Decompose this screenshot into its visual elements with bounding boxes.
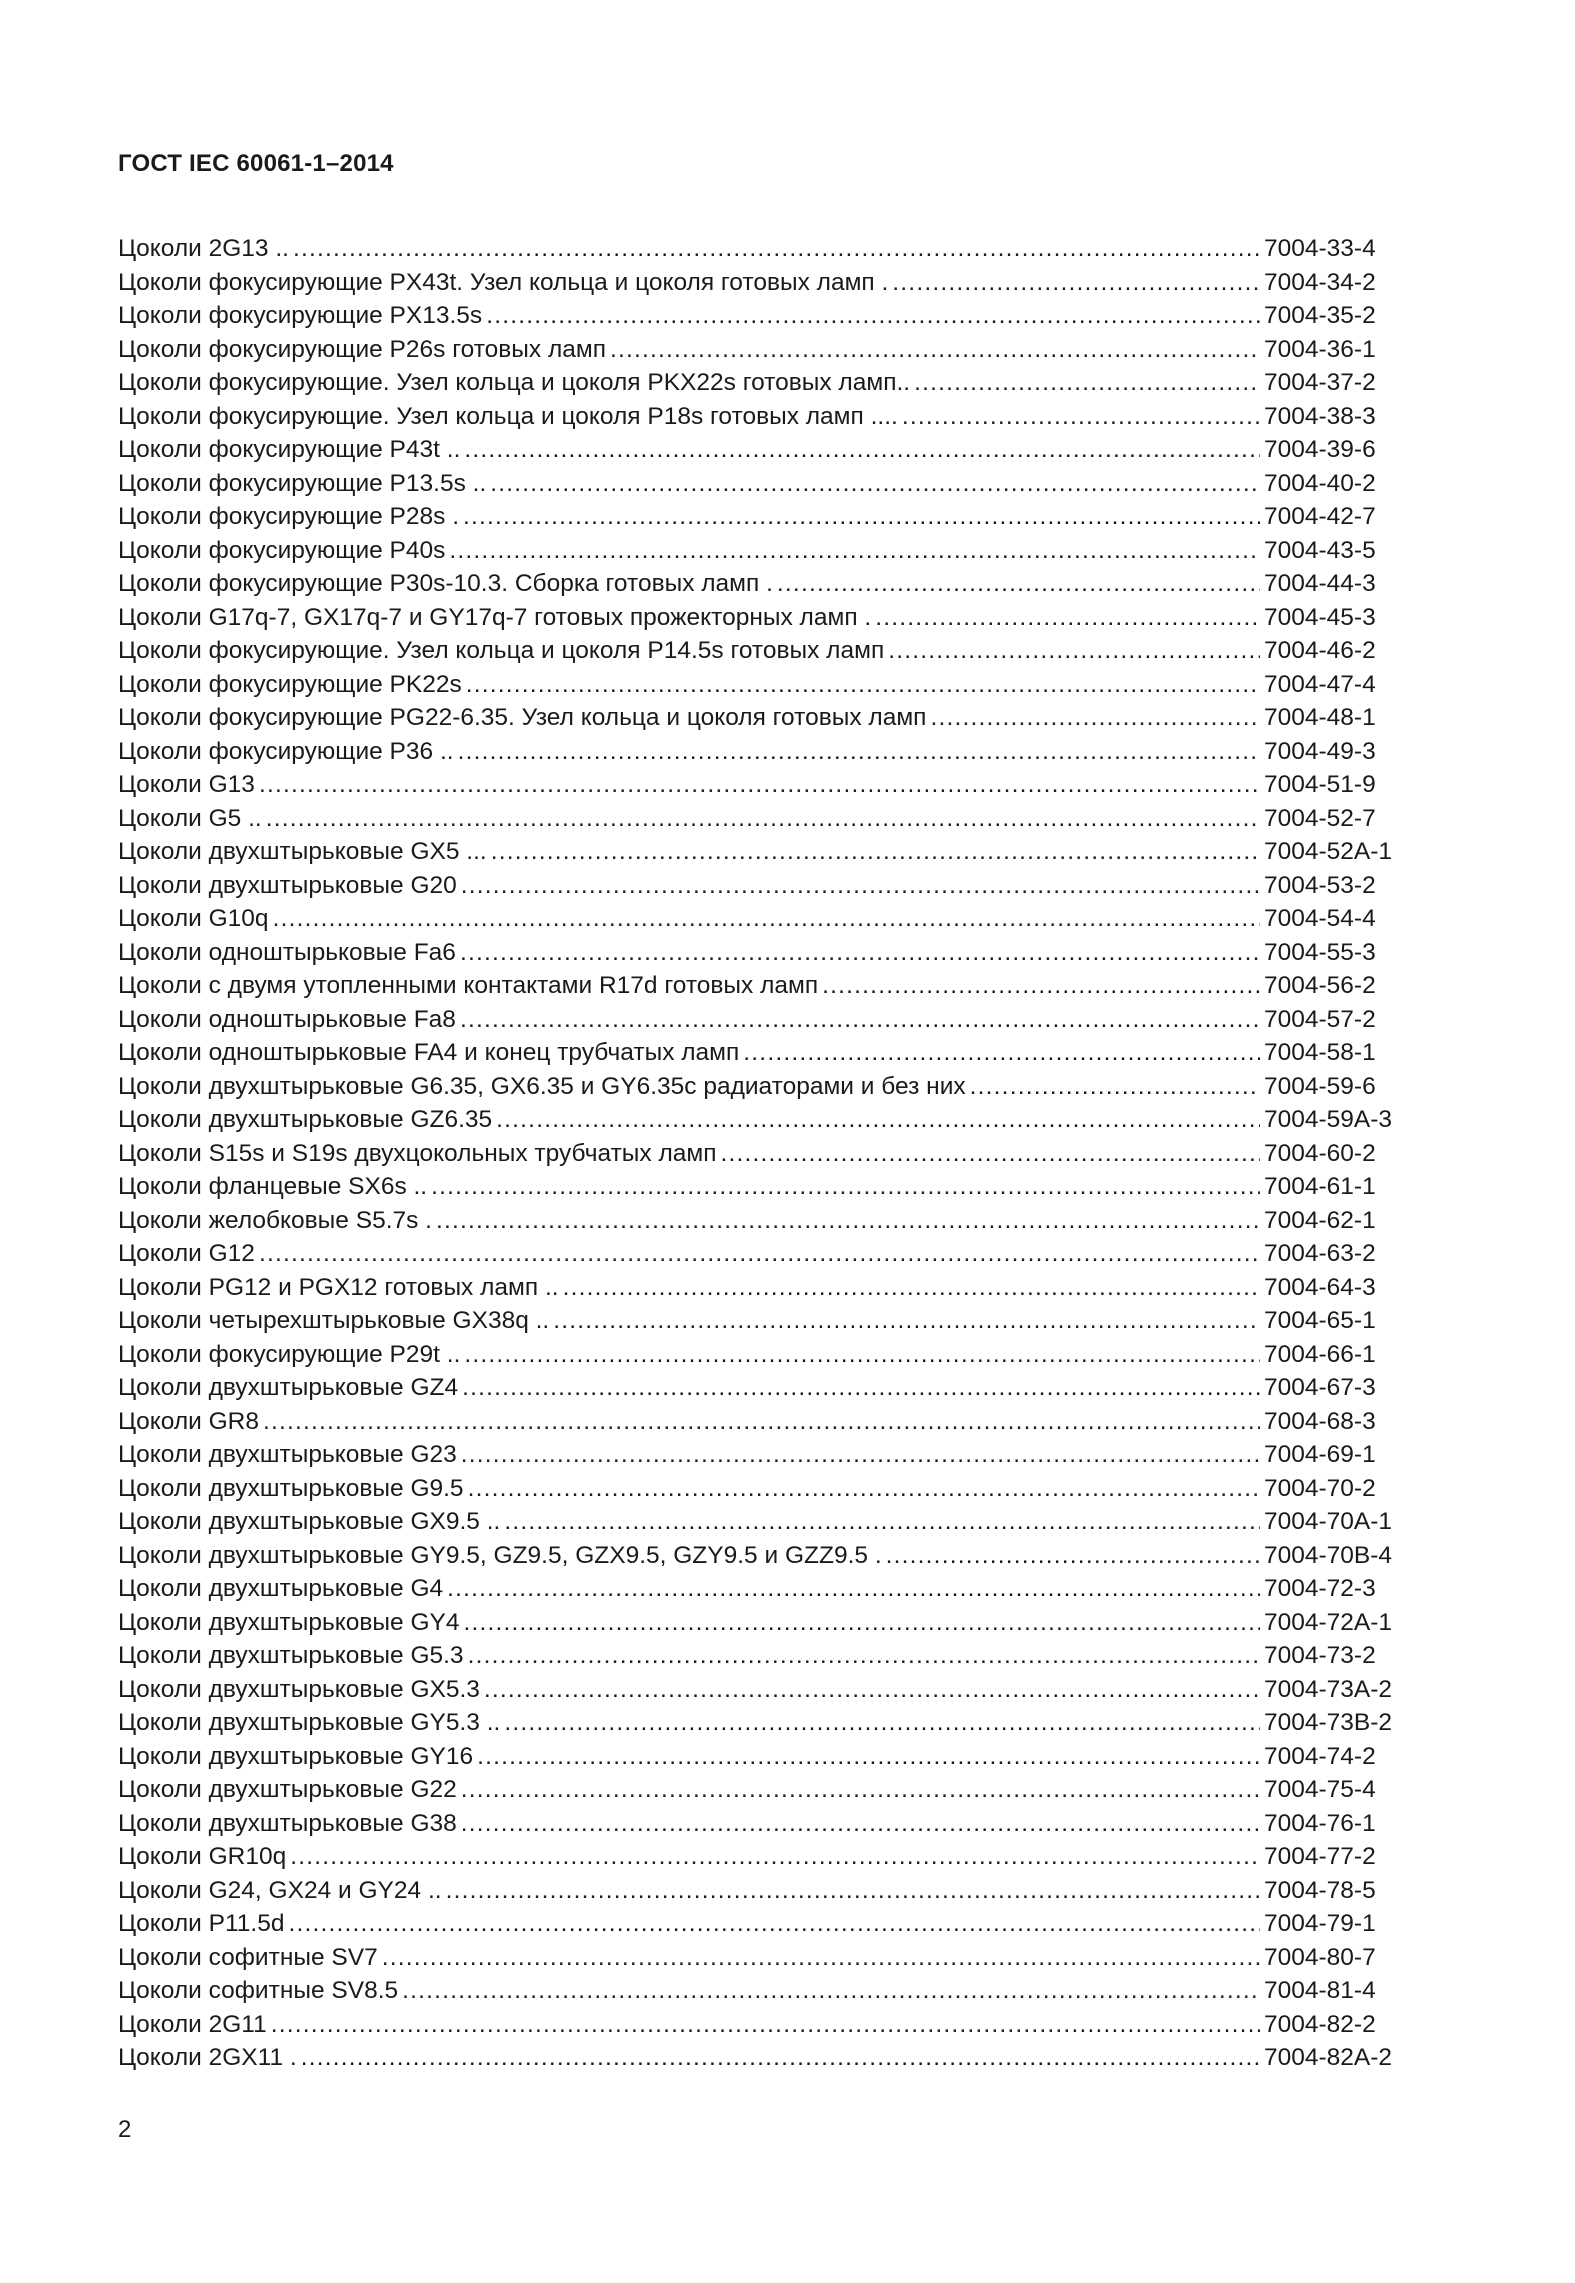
toc-entry-left [118, 1070, 1260, 1104]
toc-entry-title: Цоколи двухштырьковые G4 [118, 1575, 444, 1602]
toc-entry-left [118, 1706, 1260, 1740]
toc-entry-title: Цоколи S15s и S19s двухцокольных трубчатых ламп [118, 1139, 717, 1167]
toc-leader-dots [914, 366, 1260, 400]
toc-entry-left [118, 634, 1260, 668]
toc-entry [118, 701, 1418, 735]
toc-entry-code: 7004-70B-4 [1264, 1541, 1393, 1569]
page-number: 2 [118, 2116, 132, 2143]
toc-entry-code: 7004-73A-2 [1264, 1675, 1393, 1703]
toc-leader-dots [563, 1271, 1260, 1305]
toc-entry-code: 7004-51-9 [1264, 771, 1376, 798]
toc-entry-code: 7004-78-5 [1264, 1876, 1376, 1904]
toc-entry [118, 1103, 1418, 1137]
toc-entry-left [118, 1840, 1260, 1874]
toc-entry-left [118, 902, 1260, 936]
toc-entry [118, 1572, 1418, 1606]
toc-entry-code: 7004-56-2 [1264, 972, 1376, 999]
toc-leader-dots [449, 534, 1260, 568]
toc-entry-title: Цоколи GR8 [118, 1407, 259, 1435]
toc-entry-title: Цоколи P11.5d [118, 1910, 285, 1937]
toc-entry-title: Цоколи фокусирующие PK22s [118, 670, 462, 698]
toc-entry-left [118, 333, 1260, 367]
toc-entry-left [118, 1639, 1260, 1673]
toc-entry-code: 7004-74-2 [1264, 1742, 1376, 1770]
table-of-contents [118, 232, 1418, 2075]
toc-entry-left [118, 2008, 1260, 2042]
toc-entry-left [118, 1338, 1260, 1372]
toc-entry-title: Цоколи G17q-7, GX17q-7 и GY17q-7 готовых прожекторных ламп . [118, 603, 872, 631]
toc-entry [118, 232, 1418, 266]
toc-leader-dots [462, 1371, 1260, 1405]
toc-entry [118, 1204, 1418, 1238]
toc-entry-left [118, 366, 1260, 400]
toc-leader-dots [460, 936, 1260, 970]
toc-entry-title: Цоколи фланцевые SX6s .. [118, 1173, 428, 1200]
toc-entry [118, 266, 1418, 300]
toc-leader-dots [446, 1874, 1260, 1908]
toc-leader-dots [886, 1539, 1260, 1573]
toc-leader-dots [463, 1606, 1260, 1640]
toc-entry [118, 835, 1418, 869]
toc-entry [118, 1941, 1418, 1975]
toc-entry-code: 7004-59-6 [1264, 1072, 1376, 1100]
toc-entry-code: 7004-80-7 [1264, 1943, 1376, 1971]
toc-entry-code: 7004-73-2 [1264, 1642, 1376, 1669]
toc-entry-code: 7004-43-5 [1264, 536, 1376, 564]
toc-entry-code: 7004-38-3 [1264, 402, 1376, 430]
toc-entry-title: Цоколи фокусирующие P40s [118, 536, 446, 564]
toc-entry-code: 7004-76-1 [1264, 1809, 1376, 1837]
toc-entry-left [118, 1405, 1260, 1439]
toc-entry-title: Цоколи G13 [118, 771, 255, 798]
toc-leader-dots [486, 299, 1260, 333]
toc-entry-title: Цоколи софитные SV7 [118, 1943, 378, 1971]
toc-entry-left [118, 1907, 1260, 1941]
toc-entry [118, 1371, 1418, 1405]
toc-entry-left [118, 1103, 1260, 1137]
toc-entry-left [118, 1941, 1260, 1975]
toc-entry [118, 936, 1418, 970]
toc-leader-dots [610, 333, 1260, 367]
toc-entry [118, 1137, 1418, 1171]
toc-entry-code: 7004-55-3 [1264, 938, 1376, 966]
toc-entry [118, 400, 1418, 434]
toc-entry [118, 2008, 1418, 2042]
toc-entry [118, 1840, 1418, 1874]
toc-leader-dots [491, 835, 1260, 869]
toc-entry-title: Цоколи 2GX11 . [118, 2044, 297, 2071]
toc-entry-left [118, 1304, 1260, 1338]
toc-entry-code: 7004-75-4 [1264, 1776, 1376, 1803]
toc-entry-code: 7004-63-2 [1264, 1240, 1376, 1267]
toc-entry [118, 1271, 1418, 1305]
toc-entry-title: Цоколи GR10q [118, 1843, 287, 1870]
toc-entry-title: Цоколи одноштырьковые FA4 и конец трубчатых ламп [118, 1039, 740, 1066]
toc-entry [118, 1807, 1418, 1841]
toc-entry-left [118, 266, 1260, 300]
toc-entry [118, 1405, 1418, 1439]
toc-entry-title: Цоколи двухштырьковые G38 [118, 1809, 457, 1837]
toc-entry-code: 7004-59A-3 [1264, 1106, 1393, 1133]
toc-entry-title: Цоколи желобковые S5.7s . [118, 1206, 432, 1234]
toc-leader-dots [382, 1941, 1260, 1975]
toc-leader-dots [464, 433, 1260, 467]
toc-entry-left [118, 2041, 1260, 2075]
toc-entry-code: 7004-72-3 [1264, 1575, 1376, 1602]
toc-entry-left [118, 1606, 1260, 1640]
toc-leader-dots [271, 2008, 1260, 2042]
toc-entry-code: 7004-82-2 [1264, 2010, 1376, 2038]
toc-entry-code: 7004-79-1 [1264, 1910, 1376, 1937]
toc-entry [118, 1338, 1418, 1372]
toc-entry-title: Цоколи G10q [118, 905, 269, 932]
toc-entry-code: 7004-77-2 [1264, 1843, 1376, 1870]
toc-leader-dots [468, 1639, 1260, 1673]
toc-leader-dots [743, 1036, 1260, 1070]
toc-entry [118, 1237, 1418, 1271]
toc-entry-left [118, 601, 1260, 635]
toc-entry [118, 969, 1418, 1003]
toc-entry-code: 7004-61-1 [1264, 1173, 1376, 1200]
toc-entry-left [118, 1003, 1260, 1037]
toc-leader-dots [293, 232, 1260, 266]
toc-entry-code: 7004-34-2 [1264, 268, 1376, 296]
toc-entry-title: Цоколи фокусирующие P29t .. [118, 1340, 461, 1368]
toc-entry [118, 2041, 1418, 2075]
toc-leader-dots [970, 1070, 1260, 1104]
toc-entry-title: Цоколи фокусирующие P28s . [118, 503, 460, 530]
toc-entry-left [118, 1137, 1260, 1171]
toc-entry-left [118, 668, 1260, 702]
toc-entry [118, 802, 1418, 836]
toc-entry [118, 1974, 1418, 2008]
toc-entry-title: Цоколи PG12 и PGX12 готовых ламп .. [118, 1273, 559, 1301]
toc-entry-left [118, 735, 1260, 769]
toc-entry-title: Цоколи двухштырьковые G6.35, GX6.35 и GY6.35c радиаторами и без них [118, 1072, 966, 1100]
toc-entry-code: 7004-67-3 [1264, 1374, 1376, 1401]
toc-leader-dots [460, 1003, 1260, 1037]
toc-entry-left [118, 433, 1260, 467]
toc-entry-title: Цоколи двухштырьковые GY16 [118, 1742, 474, 1770]
toc-entry [118, 1070, 1418, 1104]
toc-leader-dots [259, 768, 1260, 802]
toc-entry-code: 7004-39-6 [1264, 436, 1376, 463]
toc-entry-title: Цоколи двухштырьковые G20 [118, 871, 457, 899]
toc-entry [118, 1438, 1418, 1472]
toc-entry-left [118, 400, 1260, 434]
toc-leader-dots [301, 2041, 1260, 2075]
toc-entry-left [118, 1170, 1260, 1204]
toc-entry-code: 7004-66-1 [1264, 1340, 1376, 1368]
toc-leader-dots [461, 1807, 1260, 1841]
toc-entry-left [118, 299, 1260, 333]
toc-leader-dots [468, 1472, 1260, 1506]
toc-entry-code: 7004-52A-1 [1264, 838, 1393, 865]
toc-entry-title: Цоколи двухштырьковые GY9.5, GZ9.5, GZX9.5, GZY9.5 и GZZ9.5 . [118, 1541, 882, 1569]
toc-entry-code: 7004-70-2 [1264, 1474, 1376, 1502]
toc-entry [118, 735, 1418, 769]
toc-entry-code: 7004-57-2 [1264, 1005, 1376, 1033]
toc-entry-code: 7004-49-3 [1264, 737, 1376, 765]
toc-entry-code: 7004-72A-1 [1264, 1608, 1393, 1636]
toc-leader-dots [461, 1438, 1260, 1472]
toc-entry [118, 1036, 1418, 1070]
toc-entry-code: 7004-58-1 [1264, 1039, 1376, 1066]
toc-entry [118, 1304, 1418, 1338]
toc-entry [118, 1606, 1418, 1640]
toc-entry-left [118, 869, 1260, 903]
toc-leader-dots [259, 1237, 1260, 1271]
toc-entry-title: Цоколи двухштырьковые GZ6.35 [118, 1106, 493, 1133]
toc-entry-title: Цоколи двухштырьковые G5.3 [118, 1642, 464, 1669]
toc-leader-dots [930, 701, 1260, 735]
toc-entry [118, 1907, 1418, 1941]
toc-entry-title: Цоколи фокусирующие PX13.5s [118, 302, 483, 329]
toc-entry-code: 7004-69-1 [1264, 1441, 1376, 1468]
toc-leader-dots [777, 567, 1260, 601]
toc-leader-dots [721, 1137, 1261, 1171]
toc-leader-dots [466, 668, 1260, 702]
toc-entry-left [118, 1237, 1260, 1271]
toc-entry [118, 902, 1418, 936]
toc-entry [118, 768, 1418, 802]
toc-entry [118, 1170, 1418, 1204]
toc-entry [118, 366, 1418, 400]
toc-entry-code: 7004-33-4 [1264, 235, 1376, 262]
toc-entry-left [118, 1539, 1260, 1573]
toc-leader-dots [553, 1304, 1260, 1338]
toc-entry-code: 7004-45-3 [1264, 603, 1376, 631]
toc-entry-title: Цоколи фокусирующие P36 .. [118, 737, 454, 765]
toc-entry-left [118, 1505, 1260, 1539]
toc-leader-dots [496, 1103, 1260, 1137]
toc-entry-code: 7004-46-2 [1264, 637, 1376, 664]
toc-entry-left [118, 1204, 1260, 1238]
toc-leader-dots [290, 1840, 1260, 1874]
toc-entry-code: 7004-64-3 [1264, 1273, 1376, 1301]
toc-leader-dots [888, 634, 1260, 668]
toc-entry-left [118, 969, 1260, 1003]
toc-entry [118, 500, 1418, 534]
toc-entry-title: Цоколи фокусирующие P13.5s .. [118, 469, 487, 497]
toc-entry-code: 7004-36-1 [1264, 335, 1376, 363]
toc-entry-left [118, 768, 1260, 802]
toc-entry [118, 467, 1418, 501]
toc-entry [118, 1673, 1418, 1707]
toc-leader-dots [484, 1673, 1260, 1707]
document-header: ГОСТ IEC 60061-1–2014 [118, 150, 394, 177]
toc-entry-code: 7004-53-2 [1264, 871, 1376, 899]
toc-entry-title: Цоколи двухштырьковые GX5 ... [118, 838, 487, 865]
toc-entry-code: 7004-60-2 [1264, 1139, 1376, 1167]
toc-entry-title: Цоколи одноштырьковые Fa6 [118, 938, 456, 966]
toc-entry-left [118, 1974, 1260, 2008]
toc-entry [118, 1639, 1418, 1673]
toc-entry [118, 567, 1418, 601]
toc-entry-code: 7004-37-2 [1264, 369, 1376, 396]
toc-entry-left [118, 1673, 1260, 1707]
toc-entry-code: 7004-70A-1 [1264, 1508, 1393, 1535]
toc-entry-left [118, 1807, 1260, 1841]
toc-entry-code: 7004-68-3 [1264, 1407, 1376, 1435]
toc-entry [118, 869, 1418, 903]
toc-entry-title: Цоколи G24, GX24 и GY24 .. [118, 1876, 442, 1904]
toc-entry-code: 7004-65-1 [1264, 1307, 1376, 1334]
toc-entry-title: Цоколи 2G13 .. [118, 235, 289, 262]
toc-leader-dots [822, 969, 1260, 1003]
toc-entry-title: Цоколи двухштырьковые GX9.5 .. [118, 1508, 501, 1535]
toc-entry [118, 601, 1418, 635]
toc-entry-code: 7004-48-1 [1264, 704, 1376, 731]
toc-leader-dots [447, 1572, 1260, 1606]
toc-entry-left [118, 1874, 1260, 1908]
toc-entry-title: Цоколи двухштырьковые G22 [118, 1776, 457, 1803]
toc-entry-title: Цоколи фокусирующие PX43t. Узел кольца и цоколя готовых ламп . [118, 268, 889, 296]
toc-entry-code: 7004-62-1 [1264, 1206, 1376, 1234]
toc-leader-dots [266, 802, 1260, 836]
toc-entry-code: 7004-44-3 [1264, 570, 1376, 597]
toc-entry-code: 7004-42-7 [1264, 503, 1376, 530]
toc-entry-code: 7004-81-4 [1264, 1977, 1376, 2004]
toc-leader-dots [263, 1405, 1260, 1439]
toc-entry-title: Цоколи софитные SV8.5 [118, 1977, 399, 2004]
toc-entry-left [118, 1773, 1260, 1807]
toc-entry-code: 7004-54-4 [1264, 905, 1376, 932]
toc-entry-title: Цоколи двухштырьковые GX5.3 [118, 1675, 480, 1703]
toc-entry-left [118, 835, 1260, 869]
toc-entry [118, 1706, 1418, 1740]
toc-leader-dots [436, 1204, 1260, 1238]
toc-entry-title: Цоколи одноштырьковые Fa8 [118, 1005, 456, 1033]
toc-entry-title: Цоколи G12 [118, 1240, 255, 1267]
toc-entry [118, 1505, 1418, 1539]
toc-leader-dots [431, 1170, 1260, 1204]
toc-entry-left [118, 1472, 1260, 1506]
toc-leader-dots [458, 735, 1260, 769]
toc-leader-dots [288, 1907, 1260, 1941]
toc-entry [118, 333, 1418, 367]
toc-leader-dots [504, 1706, 1260, 1740]
toc-leader-dots [402, 1974, 1260, 2008]
toc-entry-left [118, 1438, 1260, 1472]
toc-entry [118, 1472, 1418, 1506]
toc-leader-dots [902, 400, 1260, 434]
toc-entry-left [118, 467, 1260, 501]
toc-entry-left [118, 1271, 1260, 1305]
toc-leader-dots [477, 1740, 1260, 1774]
toc-entry-left [118, 1036, 1260, 1070]
toc-entry [118, 299, 1418, 333]
toc-entry [118, 1773, 1418, 1807]
toc-leader-dots [461, 1773, 1260, 1807]
toc-entry-left [118, 936, 1260, 970]
toc-entry-code: 7004-47-4 [1264, 670, 1376, 698]
toc-entry-title: Цоколи 2G11 [118, 2010, 267, 2038]
toc-entry-title: Цоколи фокусирующие P26s готовых ламп [118, 335, 606, 363]
toc-entry-title: Цоколи фокусирующие. Узел кольца и цоколя P18s готовых ламп .... [118, 402, 898, 430]
toc-entry-left [118, 500, 1260, 534]
toc-entry [118, 634, 1418, 668]
toc-entry-code: 7004-52-7 [1264, 804, 1376, 832]
toc-entry-code: 7004-35-2 [1264, 302, 1376, 329]
toc-leader-dots [273, 902, 1260, 936]
toc-entry-title: Цоколи фокусирующие. Узел кольца и цоколя PKX22s готовых ламп.. [118, 369, 911, 396]
toc-leader-dots [463, 500, 1260, 534]
toc-entry-title: Цоколи двухштырьковые GY4 [118, 1608, 460, 1636]
toc-entry-left [118, 232, 1260, 266]
toc-leader-dots [504, 1505, 1260, 1539]
toc-leader-dots [490, 467, 1260, 501]
toc-entry [118, 1874, 1418, 1908]
toc-entry-title: Цоколи фокусирующие. Узел кольца и цоколя P14.5s готовых ламп [118, 637, 885, 664]
toc-entry-title: Цоколи фокусирующие PG22-6.35. Узел кольца и цоколя готовых ламп [118, 704, 927, 731]
toc-entry [118, 1740, 1418, 1774]
toc-entry-left [118, 567, 1260, 601]
toc-entry-code: 7004-82A-2 [1264, 2044, 1393, 2071]
toc-leader-dots [461, 869, 1260, 903]
toc-entry [118, 1539, 1418, 1573]
toc-entry-title: Цоколи четырехштырьковые GX38q .. [118, 1307, 550, 1334]
toc-entry-title: Цоколи фокусирующие P30s-10.3. Сборка готовых ламп . [118, 570, 773, 597]
toc-leader-dots [464, 1338, 1260, 1372]
toc-entry-left [118, 1572, 1260, 1606]
toc-entry-left [118, 1740, 1260, 1774]
toc-entry-left [118, 1371, 1260, 1405]
toc-entry [118, 1003, 1418, 1037]
toc-entry-title: Цоколи двухштырьковые G9.5 [118, 1474, 464, 1502]
toc-entry-title: Цоколи двухштырьковые GY5.3 .. [118, 1709, 501, 1736]
toc-entry-title: Цоколи двухштырьковые GZ4 [118, 1374, 459, 1401]
toc-entry-title: Цоколи с двумя утопленными контактами R17d готовых ламп [118, 972, 819, 999]
toc-leader-dots [892, 266, 1260, 300]
toc-leader-dots [875, 601, 1260, 635]
toc-entry [118, 534, 1418, 568]
toc-entry-code: 7004-40-2 [1264, 469, 1376, 497]
toc-entry-code: 7004-73B-2 [1264, 1709, 1393, 1736]
toc-entry-left [118, 534, 1260, 568]
toc-entry [118, 433, 1418, 467]
toc-entry-left [118, 802, 1260, 836]
toc-entry-title: Цоколи G5 .. [118, 804, 262, 832]
toc-entry-left [118, 701, 1260, 735]
toc-entry-title: Цоколи фокусирующие P43t .. [118, 436, 461, 463]
toc-entry-title: Цоколи двухштырьковые G23 [118, 1441, 457, 1468]
toc-entry [118, 668, 1418, 702]
